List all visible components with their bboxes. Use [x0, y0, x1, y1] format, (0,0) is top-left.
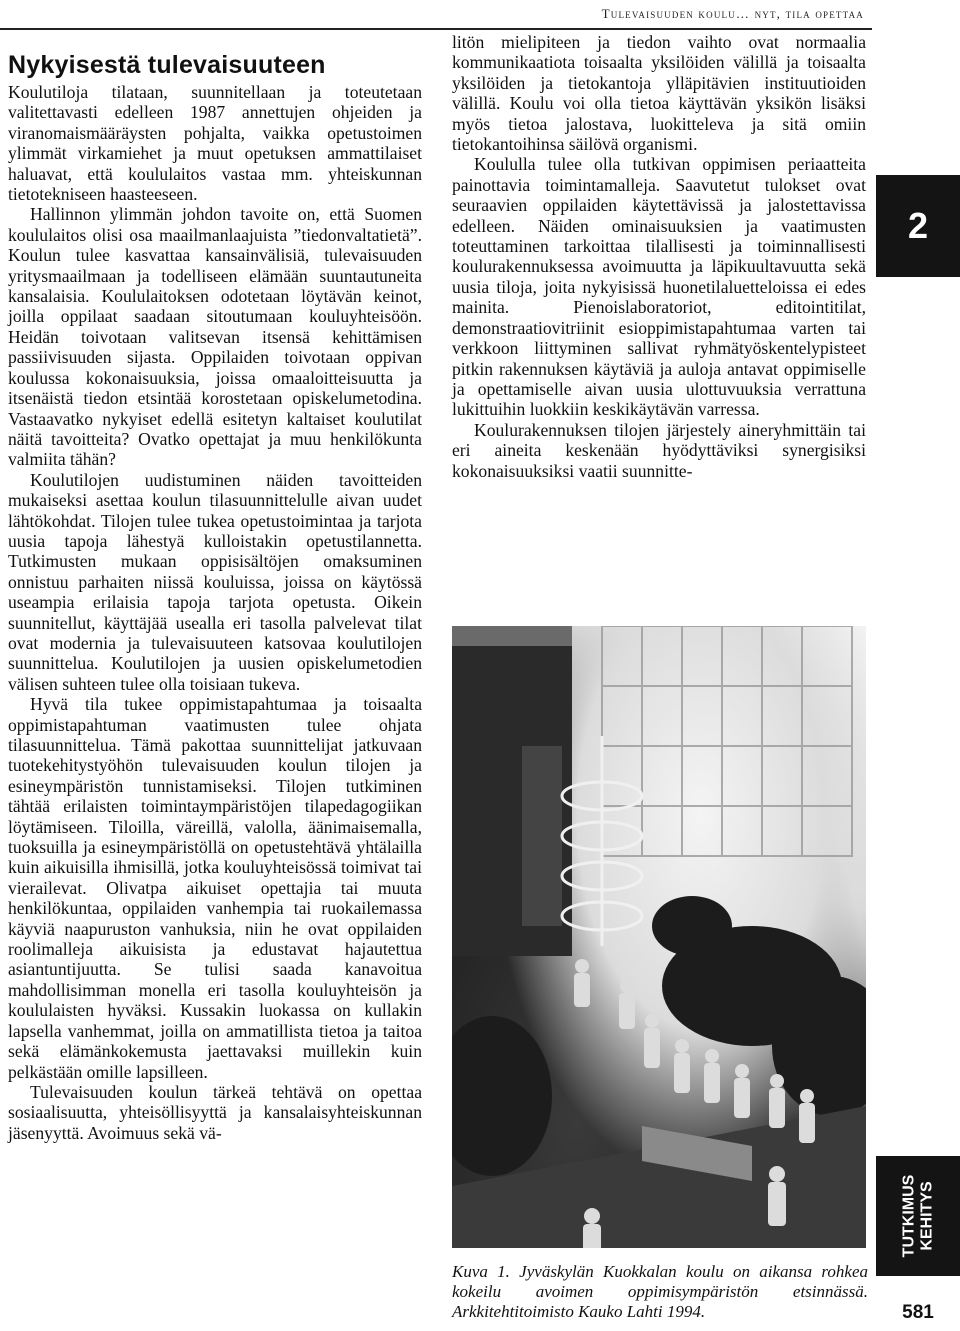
running-head: Tulevaisuuden koulu… nyt, tila opettaa	[601, 6, 864, 21]
side-label-line: TUTKIMUS	[900, 1174, 917, 1258]
chapter-number-tab: 2	[876, 175, 960, 277]
header-rule	[0, 28, 872, 30]
paragraph: Hallinnon ylimmän johdon tavoite on, että Suomen koululaitos olisi osa maailmanlaajuista ”tiedonvaltatietä”. Koulun tulee kasvattaa kansainvälisiä, tulevaisuuden yritysmaailmaan ja todelliseen elämään suuntautuneita kansalaisia. Koululaitoksen odotetaan löytävän keinot, joilla oppilaat saadaan sitoutumaan kouluyhteisöön. Heidän toivotaan valitsevan itsensä kehittämisen passiivisuuden sijasta. Oppilaiden toivotaan oppivan koulussa kokonaisuuksia, joissa omaaloitteisuutta ja itsenäistä tiedon etsintää korostetaan opiskelumetodina. Vastaavatko nykyiset edellä esitetyn kaltaiset koulutilat näitä tavoitteita? Ovatko opettajat ja muu henkilökunta valmiita tähän?	[8, 204, 422, 470]
paragraph: Koulutilojen uudistuminen näiden tavoitteiden mukaiseksi asettaa koulun tilasuunnittelulle aivan uudet lähtökohdat. Tilojen tulee tukea opetustoimintaa ja tarjota uusia tapoja lähestyä kulloistakin opetustilannetta. Tutkimusten mukaan oppisisältöjen omaksuminen onnistuu parhaiten niissä kouluissa, joissa on käytössä useampia erilaisia tapoja tarjota opetusta. Oikein suunnitellut, käyttäjää usealla eri tasolla palvelevat tilat ovat modernia ja tulevaisuuteen katsovaa koulutilojen suunnittelua. Koulutilojen ja uusien opiskelumetodien välisen suhteen tulee olla toisiaan tukeva.	[8, 469, 422, 694]
paragraph: Hyvä tila tukee oppimistapahtumaa ja toisaalta oppimistapahtuman vaatimusten tulee ohjata tilasuunnittelua. Tämä pakottaa suunnittelijat jatkuvaan tuotekehitystyöhön tulevaisuuden koulun tilojen ja esineympäristön tunnistamiseksi. Tilojen tutkiminen tähtää erilaisten toimintaympäristöjen tilapedagogiikan löytämiseen. Tiloilla, väreillä, valolla, äänimaisemalla, tuoksuilla ja esineympäristöllä on opetustehtävä yhtälailla kuin aikuisilla ihmisillä, jotka kouluyhteisössä toimivat tai vierailevat. Olivatpa aikuiset opettajia tai muuta henkilökuntaa, oppilaiden vanhempia tai ruokailemassa käyviä naapuruston vanhuksia, niin he ovat oppilaiden roolimalleja aikuisista ja edustavat hajautettua asiantuntijuutta. Se tulisi saada kanavoitua mahdollisimman monella eri tasolla kouluyhteisön ja koululaisten hyväksi. Kussakin luokassa on kullakin lapsella vanhemmat, joilla on ammatillista tietoa ja taitoa sekä elämänkokemusta jaettavaksi muillekin kuin pelkästään omille lapsilleen.	[8, 694, 422, 1082]
paragraph: Koulutiloja tilataan, suunnitellaan ja toteutetaan valitettavasti edelleen 1987 annettujen ohjeiden ja viranomaismääräysten pohjalta, vaikka opetustoimen ylimmät virkamiehet ja muut opetuksen ammattilaiset haluavat, että koululaitos vastaa mm. yhteiskunnan tietotekniseen haasteeseen.	[8, 82, 422, 205]
side-label-line: KEHITYS	[918, 1181, 935, 1251]
right-column	[452, 32, 866, 481]
left-column	[8, 50, 422, 1143]
section-side-tab	[876, 1156, 960, 1276]
paragraph: Koululla tulee olla tutkivan oppimisen periaatteita painottavia toimintamalleja. Saavutetut tulokset ovat seuraavien oppilaiden käytettävissä ja jalostettavissa edelleen. Näiden ominaisuuksien ja vaatimusten toteuttaminen tarkoittaa tilallisesti ja toiminnallisesti koulurakennuksessa avoimuutta ja läpikuultavuutta sekä uusia tiloja, joita nykyisissä huonetilaluetteloissa ei edes mainita. Pienoislaboratoriot, editointitilat, demonstraatiovitriinit esioppimistapahtumaa varten tai verkkoon liittyminen sallivat ryhmätyöskentelypisteet pitkin rakennuksen käytäviä ja auloja antavat oppimiselle ja opettamiselle aivan uusia ulottuvuuksia verrattuna lukittuihin luokkiin keskikäytävän varressa.	[452, 154, 866, 420]
photo-caption: Kuva 1. Jyväskylän Kuokkalan koulu on aikansa rohkea kokeilu avoimen oppimisympäristön etsinnässä. Arkkitehtitoimisto Kauko Lahti 1994.	[452, 1262, 868, 1321]
school-atrium-photo	[452, 626, 866, 1248]
page-number: 581	[902, 1302, 934, 1323]
section-heading: Nykyisestä tulevaisuuteen	[8, 51, 326, 79]
paragraph: Tulevaisuuden koulun tärkeä tehtävä on opettaa sosiaalisuutta, yhteisöllisyyttä ja kansalaisyhteiskunnan jäsenyyttä. Avoimuus sekä vä-	[8, 1081, 422, 1143]
paragraph: Koulurakennuksen tilojen järjestely aineryhmittäin tai eri aineita keskenään hyödyttäviksi synergisiksi kokonaisuuksiksi vaatii suunnitte-	[452, 419, 866, 481]
paragraph: litön mielipiteen ja tiedon vaihto ovat normaalia kommunikaatiota toisaalta yksilöiden välillä ja toisaalta yksilöiden ja tietokantoja ylläpitävien instituutioiden välillä. Koulu voi olla tietoa käyttävän yksikön lisäksi myös tietoa jalostava, luokitteleva ja sitä omiin tietokantoihinsa säilövä organismi.	[452, 32, 866, 155]
